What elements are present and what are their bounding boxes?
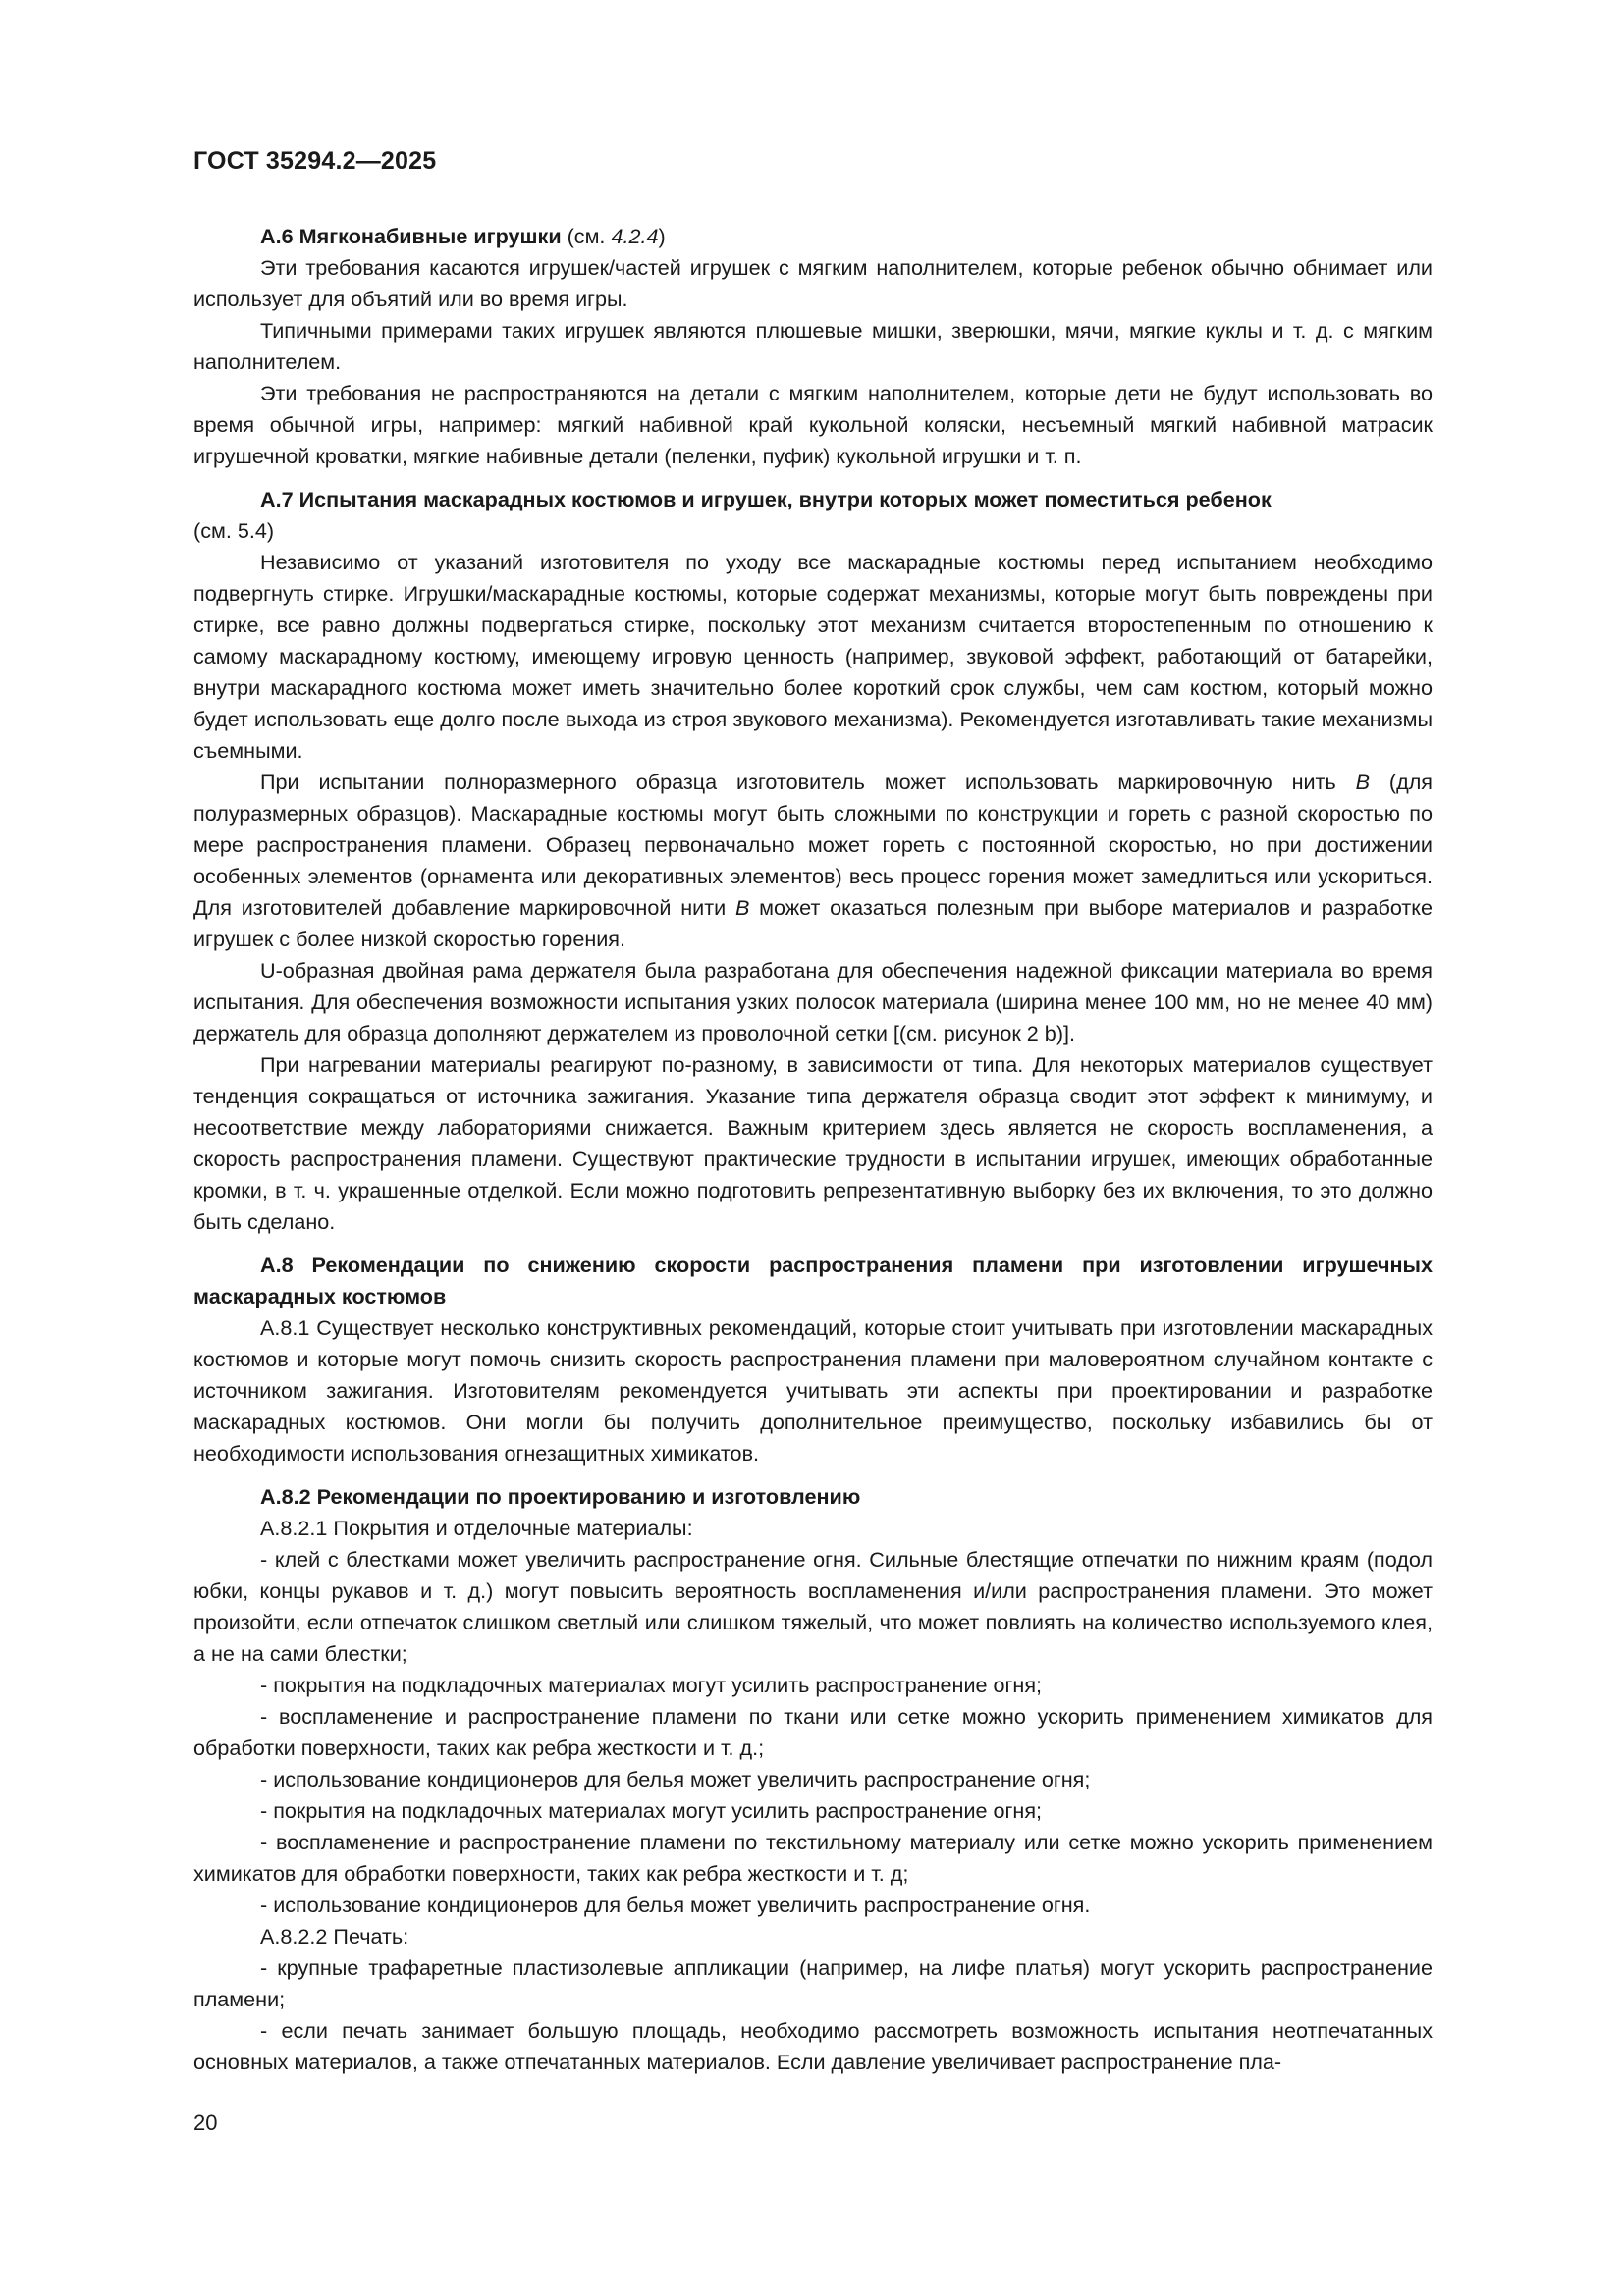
document-header: ГОСТ 35294.2—2025: [193, 147, 437, 175]
paragraph: Независимо от указаний изготовителя по уходу все маскарадные костюмы перед испытанием необходимо подвергнуть стирке. Игрушки/маскарадные костюмы, которые содержат механизмы, которые могут быть повреждены при стирке, все равно должны подвергаться стирке, поскольку этот механизм считается второстепенным по отношению к самому маскарадному костюму, имеющему игровую ценность (например, звуковой эффект, работающий от батарейки, внутри маскарадного костюма может иметь значительно более короткий срок службы, чем сам костюм, который можно будет использовать еще долго после выхода из строя звукового механизма). Рекомендуется изготавливать такие механизмы съемными.: [193, 550, 1433, 763]
section-a82-heading: [193, 1481, 1433, 1513]
paragraph: Типичными примерами таких игрушек являются плюшевые мишки, зверюшки, мячи, мягкие куклы и т. д. с мягким наполнителем.: [193, 318, 1433, 374]
section-a8-heading: [193, 1250, 1433, 1312]
list-item: - использование кондиционеров для белья может увеличить распространение огня;: [260, 1767, 1091, 1791]
text-span: может оказаться полезным при выборе материалов и разработке игрушек с более низкой скоростью горения.: [193, 895, 1433, 951]
list-item: - покрытия на подкладочных материалах могут усилить распространение огня;: [260, 1673, 1043, 1697]
list-item: - если печать занимает большую площадь, необходимо рассмотреть возможность испытания неотпечатанных основных материалов, а также отпечатанных материалов. Если давление увеличивает распространение пла-: [193, 2018, 1433, 2074]
text-span: (для полуразмерных образцов). Маскарадные костюмы могут быть сложными по конструкции и гореть с разной скоростью по мере распространения пламени. Образец первоначально может гореть с постоянной скоростью, но при достижении особенных элементов (орнамента или декоративных элементов) весь процесс горения может замедлиться или ускориться. Для изготовителей добавление маркировочной нити: [193, 770, 1433, 920]
page-content: [193, 221, 1433, 2078]
section-a82-title: А.8.2 Рекомендации по проектированию и изготовлению: [260, 1484, 861, 1509]
section-a6-heading: [193, 221, 1433, 252]
text-span: При испытании полноразмерного образца изготовитель может использовать маркировочную нить: [260, 770, 1356, 794]
paragraph: При нагревании материалы реагируют по-разному, в зависимости от типа. Для некоторых материалов существует тенденция сокращаться от источника зажигания. Указание типа держателя образца сводит этот эффект к минимуму, и несоответствие между лабораториями снижается. Важным критерием здесь является не скорость воспламенения, а скорость распространения пламени. Существуют практические трудности в испытании игрушек, имеющих обработанные кромки, в т. ч. украшенные отделкой. Если можно подготовить репрезентативную выборку без их включения, то это должно быть сделано.: [193, 1052, 1433, 1234]
list-item: - клей с блестками может увеличить распространение огня. Сильные блестящие отпечатки по нижним краям (подол юбки, концы рукавов и т. д.) могут повысить вероятность воспламенения и/или распространения пламени. Это может произойти, если отпечаток слишком светлый или слишком тяжелый, что может повлиять на количество используемого клея, а не на сами блестки;: [193, 1547, 1433, 1666]
list-item: - воспламенение и распространение пламени по текстильному материалу или сетке можно ускорить применением химикатов для обработки поверхности, таких как ребра жесткости и т. д;: [193, 1830, 1433, 1886]
section-a7-title: А.7 Испытания маскарадных костюмов и игрушек, внутри которых может поместиться ребенок: [260, 487, 1272, 511]
section-a7-ref: (см. 5.4): [193, 518, 275, 543]
marker-thread-label: B: [1355, 770, 1371, 794]
list-item: - воспламенение и распространение пламени по ткани или сетке можно ускорить применением химикатов для обработки поверхности, таких как ребра жесткости и т. д.;: [193, 1704, 1433, 1760]
section-a6-ref: 4.2.4: [611, 224, 659, 248]
list-item: - использование кондиционеров для белья может увеличить распространение огня.: [260, 1893, 1091, 1917]
subsection-a821-title: А.8.2.1 Покрытия и отделочные материалы:: [260, 1516, 693, 1540]
paragraph: U-образная двойная рама держателя была разработана для обеспечения надежной фиксации материала во время испытания. Для обеспечения возможности испытания узких полосок материала (ширина менее 100 мм, но не менее 40 мм) держатель для образца дополняют держателем из проволочной сетки [(см. рисунок 2 b)].: [193, 958, 1433, 1045]
section-a6-ref-prefix: (см.: [561, 224, 612, 248]
paragraph: А.8.1 Существует несколько конструктивных рекомендаций, которые стоит учитывать при изготовлении маскарадных костюмов и которые могут помочь снизить скорость распространения пламени при маловероятном случайном контакте с источником зажигания. Изготовителям рекомендуется учитывать эти аспекты при проектировании и разработке маскарадных костюмов. Они могли бы получить дополнительное преимущество, поскольку избавились бы от необходимости использования огнезащитных химикатов.: [193, 1315, 1433, 1466]
subsection-a822-title: А.8.2.2 Печать:: [260, 1924, 409, 1949]
page-number: 20: [193, 2110, 218, 2135]
marker-thread-label: B: [734, 895, 750, 920]
section-a6-ref-suffix: ): [658, 224, 666, 248]
paragraph: Эти требования не распространяются на детали с мягким наполнителем, которые дети не будут использовать во время обычной игры, например: мягкий набивной край кукольной коляски, несъемный мягкий набивной матрасик игрушечной кроватки, мягкие набивные детали (пеленки, пуфик) кукольной игрушки и т. п.: [193, 381, 1433, 468]
section-a6-title: А.6 Мягконабивные игрушки: [260, 224, 562, 248]
list-item: - покрытия на подкладочных материалах могут усилить распространение огня;: [260, 1798, 1043, 1823]
list-item: - крупные трафаретные пластизолевые аппликации (например, на лифе платья) могут ускорить распространение пламени;: [193, 1955, 1433, 2011]
section-a8-title: А.8 Рекомендации по снижению скорости распространения пламени при изготовлении игрушечных маскарадных костюмов: [193, 1253, 1433, 1308]
paragraph: Эти требования касаются игрушек/частей игрушек с мягким наполнителем, которые ребенок обычно обнимает или использует для объятий или во время игры.: [193, 255, 1433, 311]
section-a7-heading: [193, 484, 1433, 547]
paragraph: [193, 767, 1433, 955]
